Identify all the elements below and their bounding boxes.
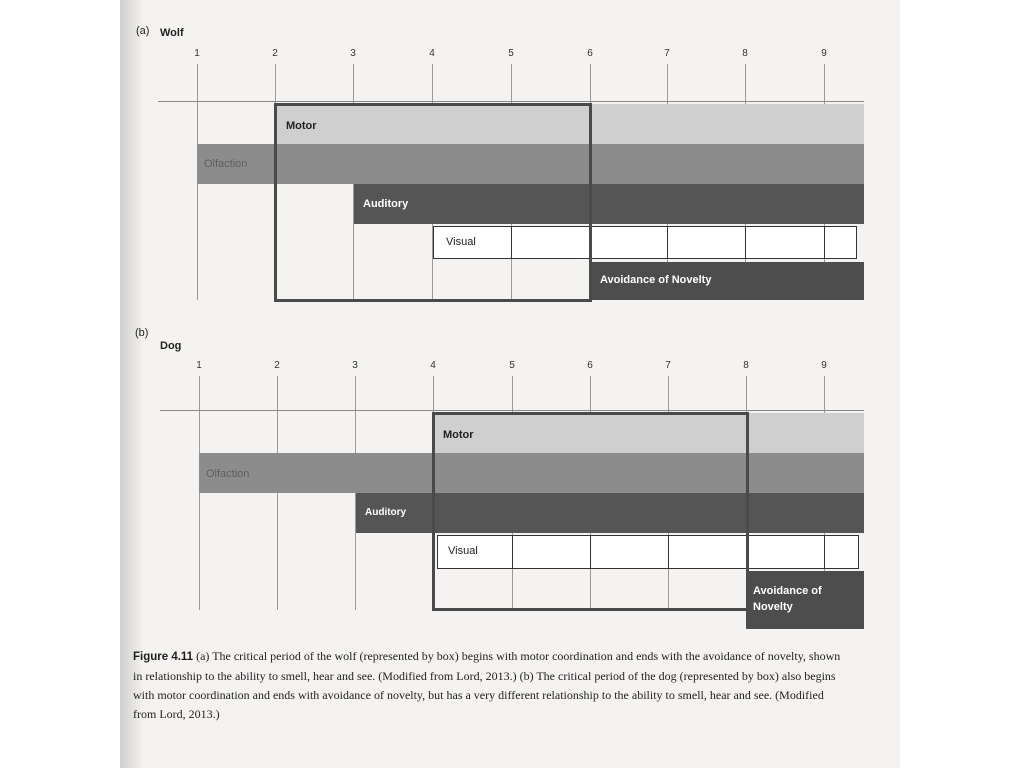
tick-label: 7	[665, 360, 671, 371]
tick-label: 6	[587, 48, 593, 59]
panel-title: Dog	[160, 340, 182, 352]
avoidance-label: Avoidance of Novelty	[600, 274, 712, 286]
visual-label: Visual	[448, 545, 478, 557]
tick-label: 5	[508, 48, 514, 59]
figure-caption	[133, 647, 843, 724]
tick-label: 2	[274, 360, 280, 371]
panel-letter: (b)	[135, 327, 149, 339]
auditory-label: Auditory	[363, 198, 409, 210]
tick-label: 5	[509, 360, 515, 371]
panel-letter: (a)	[136, 25, 150, 37]
caption-text: (a) The critical period of the wolf (represented by box) begins with motor coordination and ends with the avoidance of novelty, shown in relationship to the ability to smell, hear and see. (Modified from Lord, 2013.) (b) The critical period of the dog (represented by box) also begins with motor coordination and ends with avoidance of novelty, but has a very different relationship to the ability to smell, hear and see. (Modified from Lord, 2013.)	[133, 649, 841, 721]
grid-line	[199, 376, 200, 610]
panel-title: Wolf	[160, 27, 184, 39]
tick-label: 3	[352, 360, 358, 371]
auditory-label: Auditory	[365, 507, 407, 518]
tick-label: 9	[821, 48, 827, 59]
tick-label: 8	[743, 360, 749, 371]
tick-label: 3	[350, 48, 356, 59]
tick-label: 7	[664, 48, 670, 59]
tick-label: 6	[587, 360, 593, 371]
axis-line	[160, 410, 864, 411]
critical-period-box	[432, 412, 749, 611]
avoidance-bar	[746, 571, 864, 629]
tick-label: 2	[272, 48, 278, 59]
motor-label: Motor	[443, 429, 474, 441]
tick-label: 4	[429, 48, 435, 59]
visual-label: Visual	[446, 236, 476, 248]
grid-line	[277, 376, 278, 610]
motor-label: Motor	[286, 120, 317, 132]
tick-label: 8	[742, 48, 748, 59]
tick-label: 1	[196, 360, 202, 371]
olfaction-label: Olfaction	[206, 468, 250, 480]
figure-label: Figure 4.11	[133, 651, 194, 663]
grid-line	[824, 535, 825, 568]
avoidance-label-line1: Avoidance of	[753, 585, 822, 597]
tick-label: 9	[821, 360, 827, 371]
tick-label: 4	[430, 360, 436, 371]
avoidance-label-line2: Novelty	[753, 601, 793, 613]
olfaction-label: Olfaction	[204, 158, 248, 170]
tick-label: 1	[194, 48, 200, 59]
